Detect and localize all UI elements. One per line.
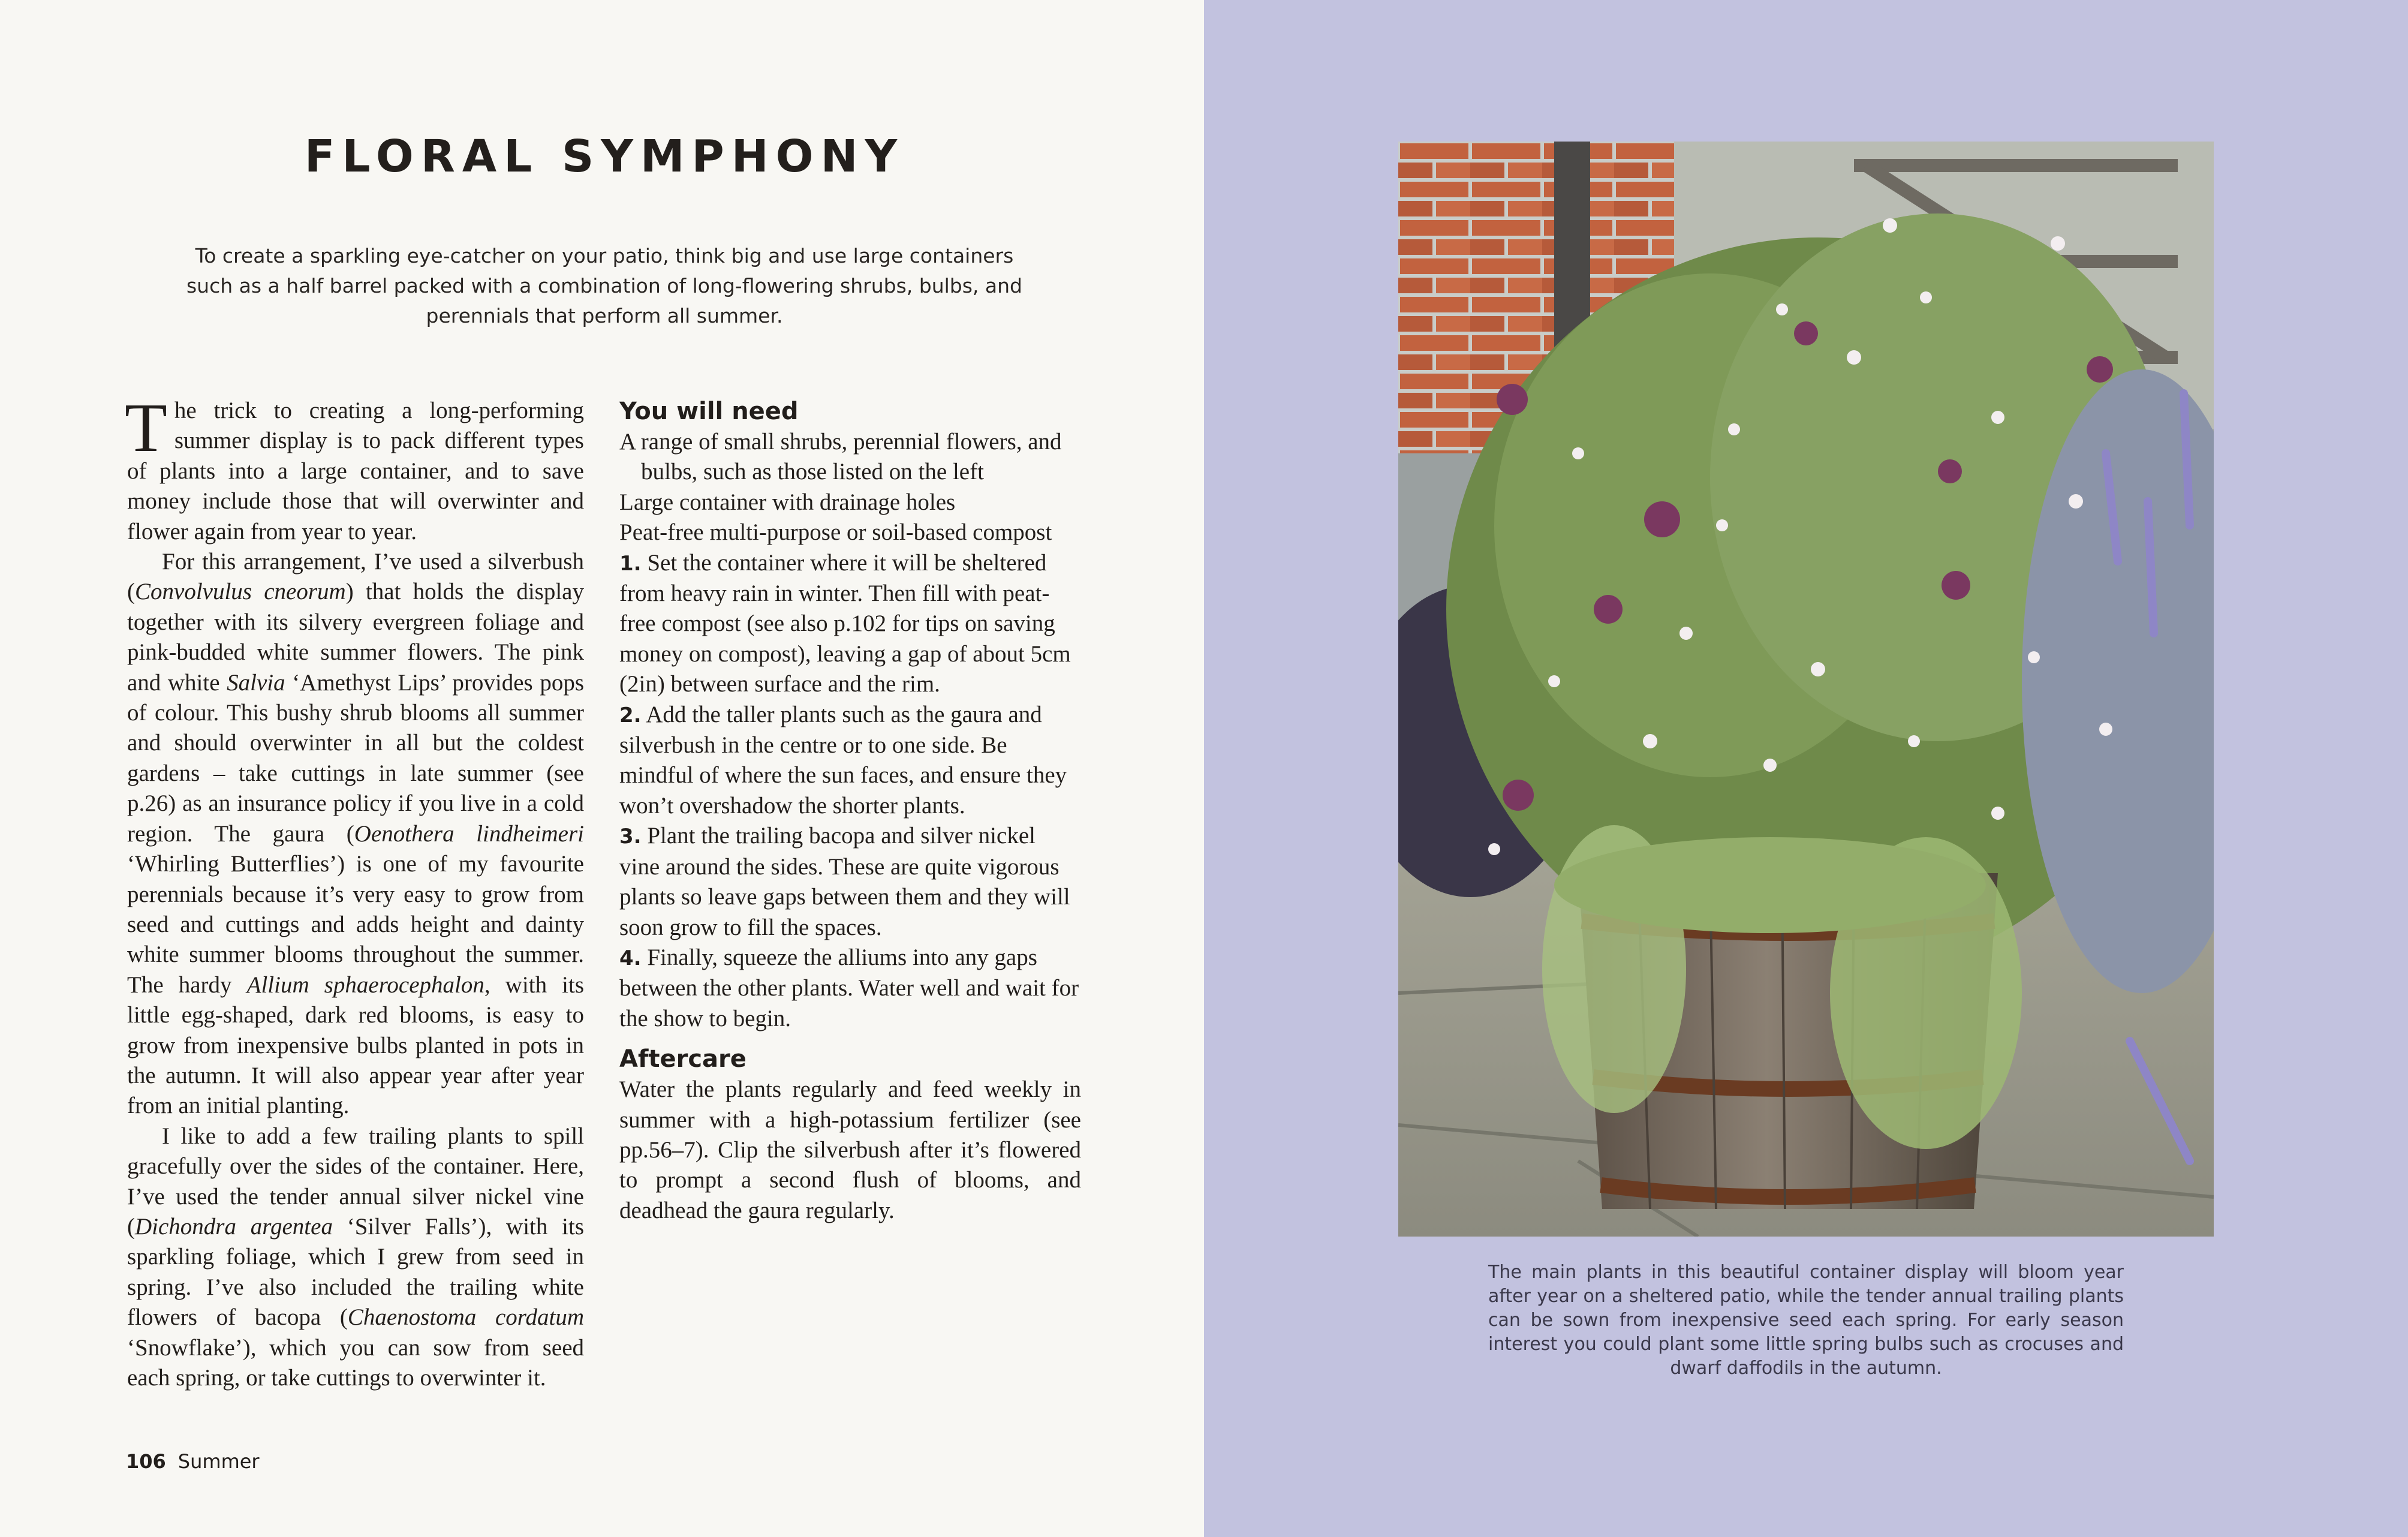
step-3 (619, 821, 1081, 943)
step-4 (619, 943, 1081, 1034)
body-column-right (619, 396, 1081, 1226)
text-run: ) that holds the display together with its silvery evergreen foliage and pink-budded white summer flowers. The pink and white (127, 579, 584, 696)
latin-name: Allium sphaerocephalon (246, 971, 484, 998)
latin-name: Chaenostoma cordatum (347, 1304, 584, 1331)
text-run: I like to add a few trailing plants to spill gracefully over the sides of the container. Here, I’ve used the tender annual silver nickel vine ( (127, 1123, 584, 1240)
drop-cap: T (125, 390, 167, 467)
step-number: 2. (619, 703, 642, 727)
need-item: Peat-free multi-purpose or soil-based compost (619, 519, 1052, 546)
paragraph-3 (127, 1121, 584, 1394)
paragraph-2 (127, 547, 584, 1121)
step-1 (619, 548, 1081, 700)
step-text: Finally, squeeze the alliums into any gaps between the other plants. Water well and wait for the show to begin. (619, 944, 1079, 1031)
step-number: 4. (619, 946, 642, 970)
page-number: 106 (126, 1450, 166, 1473)
step-number: 1. (619, 551, 642, 576)
folio (126, 1450, 260, 1473)
step-text: Set the container where it will be sheltered from heavy rain in winter. Then fill with peat-free compost (see also p.102 for tips on saving money on compost), leaving a gap of about 5cm (2in) between surface and the rim. (619, 549, 1071, 697)
latin-name: Salvia (227, 669, 285, 696)
need-item: A range of small shrubs, perennial flowers, and bulbs, such as those listed on the left (619, 429, 1062, 485)
barrel-planter-illustration (1398, 142, 2214, 1237)
body-column-left (125, 390, 585, 1393)
you-will-need-heading: You will need (619, 398, 799, 425)
need-item: Large container with drainage holes (619, 489, 956, 515)
text-run: ‘Snowflake’), which you can sow from seed each spring, or take cuttings to overwinter it. (127, 1334, 584, 1391)
text-run: For this arrangement, I’ve used a silverbush ( (127, 549, 584, 605)
page-title: FLORAL SYMPHONY (304, 131, 905, 182)
paragraph-1-text: he trick to creating a long-performing summer display is to pack different types of plants into a large container, and to save money include those that will overwinter and flower again from year to year. (127, 398, 584, 545)
latin-name: Oenothera lindheimeri (354, 820, 585, 847)
step-text: Add the taller plants such as the gaura and silverbush in the centre or to one side. Be mindful of where the sun faces, and ensure they won’t overshadow the shorter plants. (619, 701, 1067, 819)
step-2 (619, 700, 1081, 822)
text-run: ‘Amethyst Lips’ provides pops of colour. This bushy shrub blooms all summer and should overwinter in all but the coldest gardens – take cuttings in late summer (see p.26) as an insurance policy if you live in a cold region. The gaura ( (127, 669, 584, 847)
step-number: 3. (619, 825, 642, 849)
paragraph-1 (125, 390, 584, 547)
latin-name: Convolvulus cneorum (135, 579, 346, 605)
text-run: ‘Silver Falls’), with its sparkling foliage, which I grew from seed in spring. I’ve also included the trailing white flowers of bacopa ( (127, 1213, 584, 1331)
text-run: ‘Whirling Butterflies’) is one of my favourite perennials because it’s very easy to grow from seed and cuttings and adds height and dainty white summer blooms throughout the summer. The hardy (127, 851, 584, 998)
step-text: Plant the trailing bacopa and silver nickel vine around the sides. These are quite vigorous plants so leave gaps between them and they will soon grow to fill the spaces. (619, 823, 1070, 940)
aftercare-heading: Aftercare (619, 1045, 747, 1073)
barrel-planter-photo (1398, 142, 2214, 1237)
latin-name: Dichondra argentea (135, 1213, 333, 1240)
photo-caption: The main plants in this beautiful container display will bloom year after year on a sheltered patio, while the tender annual trailing plants can be sown from inexpensive seed each spring. For early season interest you could plant some little spring bulbs such as crocuses and dwarf daffodils in the autumn. (1488, 1262, 2124, 1379)
section-name: Summer (177, 1450, 260, 1473)
intro-text: To create a sparkling eye-catcher on your patio, think big and use large containers such as a half barrel packed with a combination of long-flowering shrubs, bulbs, and perennials that perform all summer. (186, 244, 1022, 327)
text-run: , with its little egg-shaped, dark red blooms, is easy to grow from inexpensive bulbs planted in pots in the autumn. It will also appear year after year from an initial planting. (127, 971, 585, 1119)
aftercare-text: Water the plants regularly and feed weekly in summer with a high-potassium fertilizer (see pp.56–7). Clip the silverbush after it’s flowered to prompt a second flush of blooms, and deadhead the gaura regularly. (619, 1076, 1081, 1223)
